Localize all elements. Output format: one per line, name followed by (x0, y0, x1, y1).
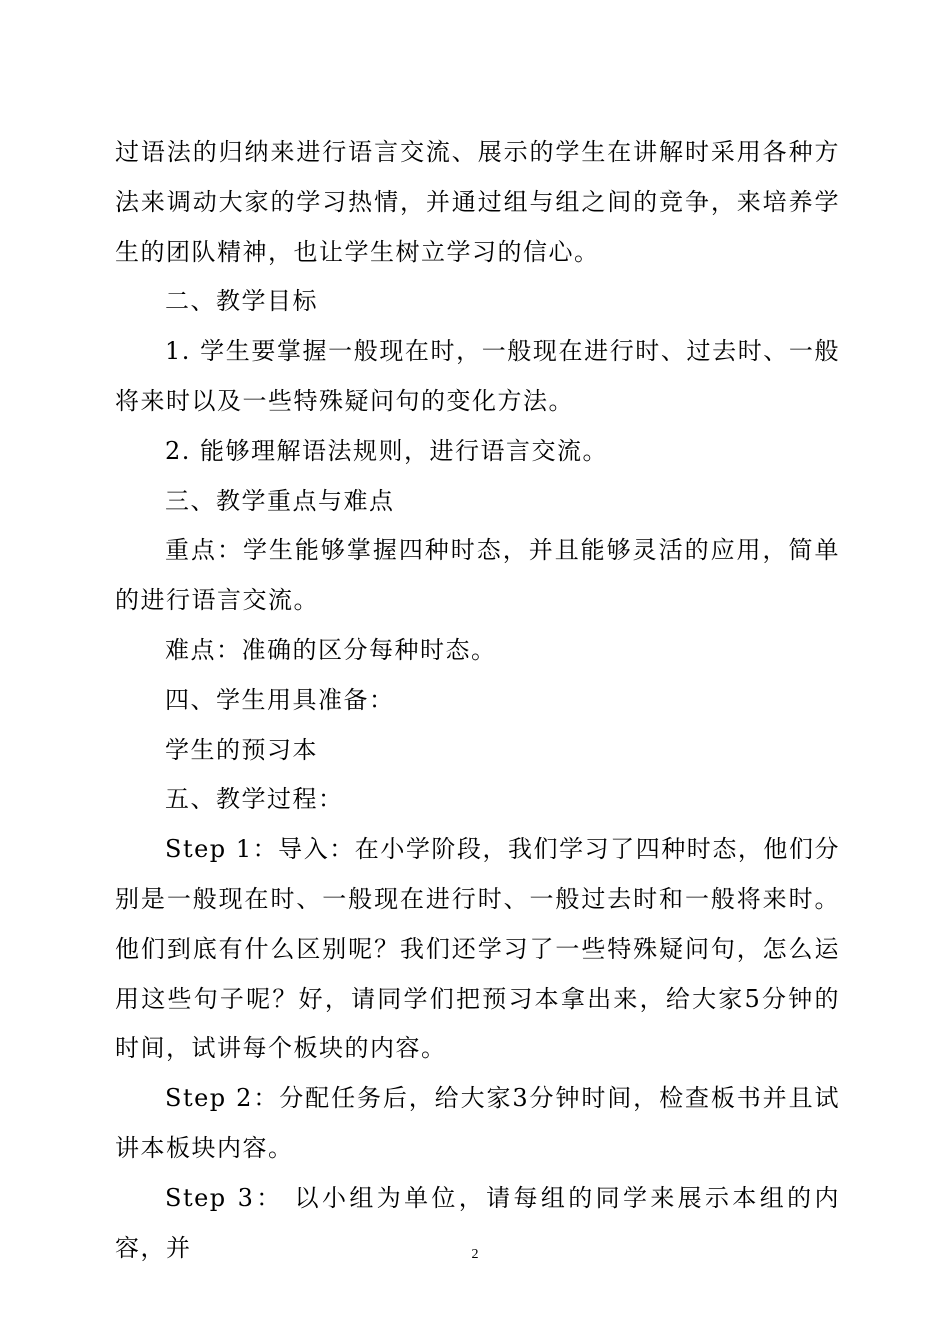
step-3: Step 3： 以小组为单位，请每组的同学来展示本组的内容，并 (115, 1183, 840, 1262)
goal-item-1: 1. 学生要掌握一般现在时，一般现在进行时、过去时、一般将来时以及一些特殊疑问句的变化方法。 (115, 337, 840, 415)
section-heading-process: 五、教学过程： (165, 785, 344, 814)
step-2: Step 2：分配任务后，给大家3分钟时间，检查板书并且试讲本板块内容。 (115, 1084, 840, 1162)
step-1: Step 1：导入：在小学阶段，我们学习了四种时态，他们分别是一般现在时、一般现在进行时、一般过去时和一般将来时。他们到底有什么区别呢？我们还学习了一些特殊疑问句，怎么运用这些句子呢？好，请同学们把预习本拿出来，给大家5分钟的时间，试讲每个板块的内容。 (115, 835, 840, 1063)
section-heading-teaching-goals: 二、教学目标 (165, 287, 318, 316)
section-heading-materials: 四、学生用具准备： (165, 685, 395, 714)
page-number: 2 (471, 1247, 479, 1262)
section-heading-key-points: 三、教学重点与难点 (165, 486, 395, 515)
difficult-point: 难点：准确的区分每种时态。 (165, 635, 497, 664)
paragraph: 过语法的归纳来进行语言交流、展示的学生在讲解时采用各种方法来调动大家的学习热情，并通过组与组之间的竞争，来培养学生的团队精神，也让学生树立学习的信心。 (115, 138, 840, 266)
materials-item: 学生的预习本 (165, 735, 318, 764)
document-body (115, 128, 840, 1273)
goal-item-2: 2. 能够理解语法规则，进行语言交流。 (165, 436, 609, 465)
key-point: 重点：学生能够掌握四种时态，并且能够灵活的应用，简单的进行语言交流。 (115, 536, 840, 615)
